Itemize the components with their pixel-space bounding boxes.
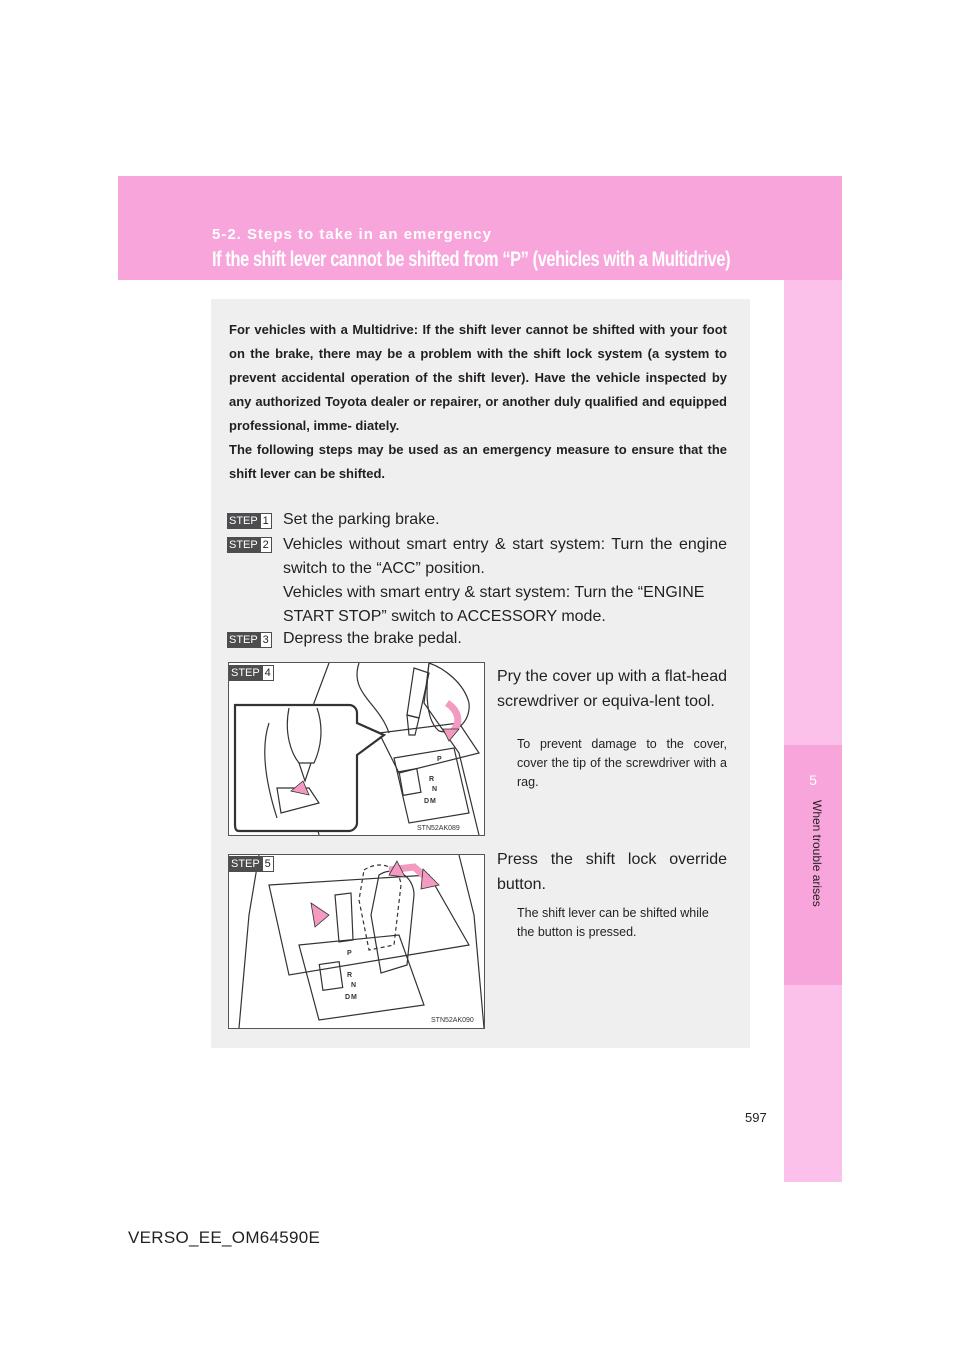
gate-d-label: D bbox=[424, 798, 430, 805]
step-5-figure bbox=[228, 854, 485, 1029]
gate-p-label-5: P bbox=[347, 950, 352, 957]
chapter-number: 5 bbox=[809, 772, 817, 788]
gate-n-label-5: N bbox=[351, 982, 357, 989]
step-2-line-2: Vehicles with smart entry & start system: Turn the “ENGINE START STOP” switch to ACCESSORY mode. bbox=[283, 584, 705, 625]
arrow-down-icon bbox=[447, 703, 458, 733]
gate-m-label: M bbox=[430, 798, 436, 805]
step-4-note: To prevent damage to the cover, cover the tip of the screwdriver with a rag. bbox=[517, 737, 727, 789]
shift-lever-cover-illustration bbox=[229, 663, 484, 835]
intro-text bbox=[229, 318, 727, 486]
page-number: 597 bbox=[745, 1110, 767, 1125]
step-3-badge: STEP 3 bbox=[227, 632, 272, 648]
step-5-badge: STEP 5 bbox=[229, 856, 274, 872]
step-3-text: Depress the brake pedal. bbox=[283, 630, 462, 647]
gate-m-label-5: M bbox=[351, 994, 357, 1001]
step-1-text: Set the parking brake. bbox=[283, 511, 440, 528]
step-5-note: The shift lever can be shifted while the button is pressed. bbox=[517, 906, 709, 939]
intro-paragraph-1: For vehicles with a Multidrive: If the shift lever cannot be shifted with your foot on the brake, there may be a problem with the shift lock system (a system to prevent accidental operation of the shift lever). Have the vehicle inspected by any authorized Toyota dealer or repairer, or another duly qualified and equipped professional, imme- diately. bbox=[229, 322, 727, 433]
intro-paragraph-2: The following steps may be used as an emergency measure to ensure that the shift lever can be shifted. bbox=[229, 442, 727, 481]
gate-p-label: P bbox=[437, 756, 442, 763]
document-code: VERSO_EE_OM64590E bbox=[128, 1228, 321, 1247]
gate-n-label: N bbox=[432, 786, 438, 793]
chapter-label: When trouble arises bbox=[810, 800, 824, 907]
figure-code-4: STN52AK089 bbox=[417, 825, 460, 832]
step-4-text: Pry the cover up with a flat-head screwdriver or equiva-lent tool. bbox=[497, 668, 727, 710]
gate-r-label: R bbox=[429, 776, 435, 783]
step-1-badge: STEP 1 bbox=[227, 513, 272, 529]
gate-d-label-5: D bbox=[345, 994, 351, 1001]
section-label: 5-2. Steps to take in an emergency bbox=[212, 226, 492, 243]
step-4-badge: STEP 4 bbox=[229, 665, 274, 681]
step-4-figure bbox=[228, 662, 485, 836]
section-header bbox=[118, 176, 842, 280]
step-5-text: Press the shift lock override button. bbox=[497, 851, 727, 893]
chapter-tab[interactable] bbox=[784, 280, 842, 1182]
step-2-line-1: Vehicles without smart entry & start system: Turn the engine switch to the “ACC” position. bbox=[283, 536, 727, 577]
page-title: If the shift lever cannot be shifted from “P” (vehicles with a Multidrive) bbox=[212, 248, 731, 271]
step-2-badge: STEP 2 bbox=[227, 537, 272, 553]
content-box bbox=[211, 299, 750, 1048]
gate-r-label-5: R bbox=[347, 972, 353, 979]
arrow-press-icon bbox=[311, 903, 329, 927]
figure-code-5: STN52AK090 bbox=[431, 1017, 474, 1024]
shift-lock-override-illustration bbox=[229, 855, 484, 1028]
step-2-text bbox=[283, 533, 727, 629]
